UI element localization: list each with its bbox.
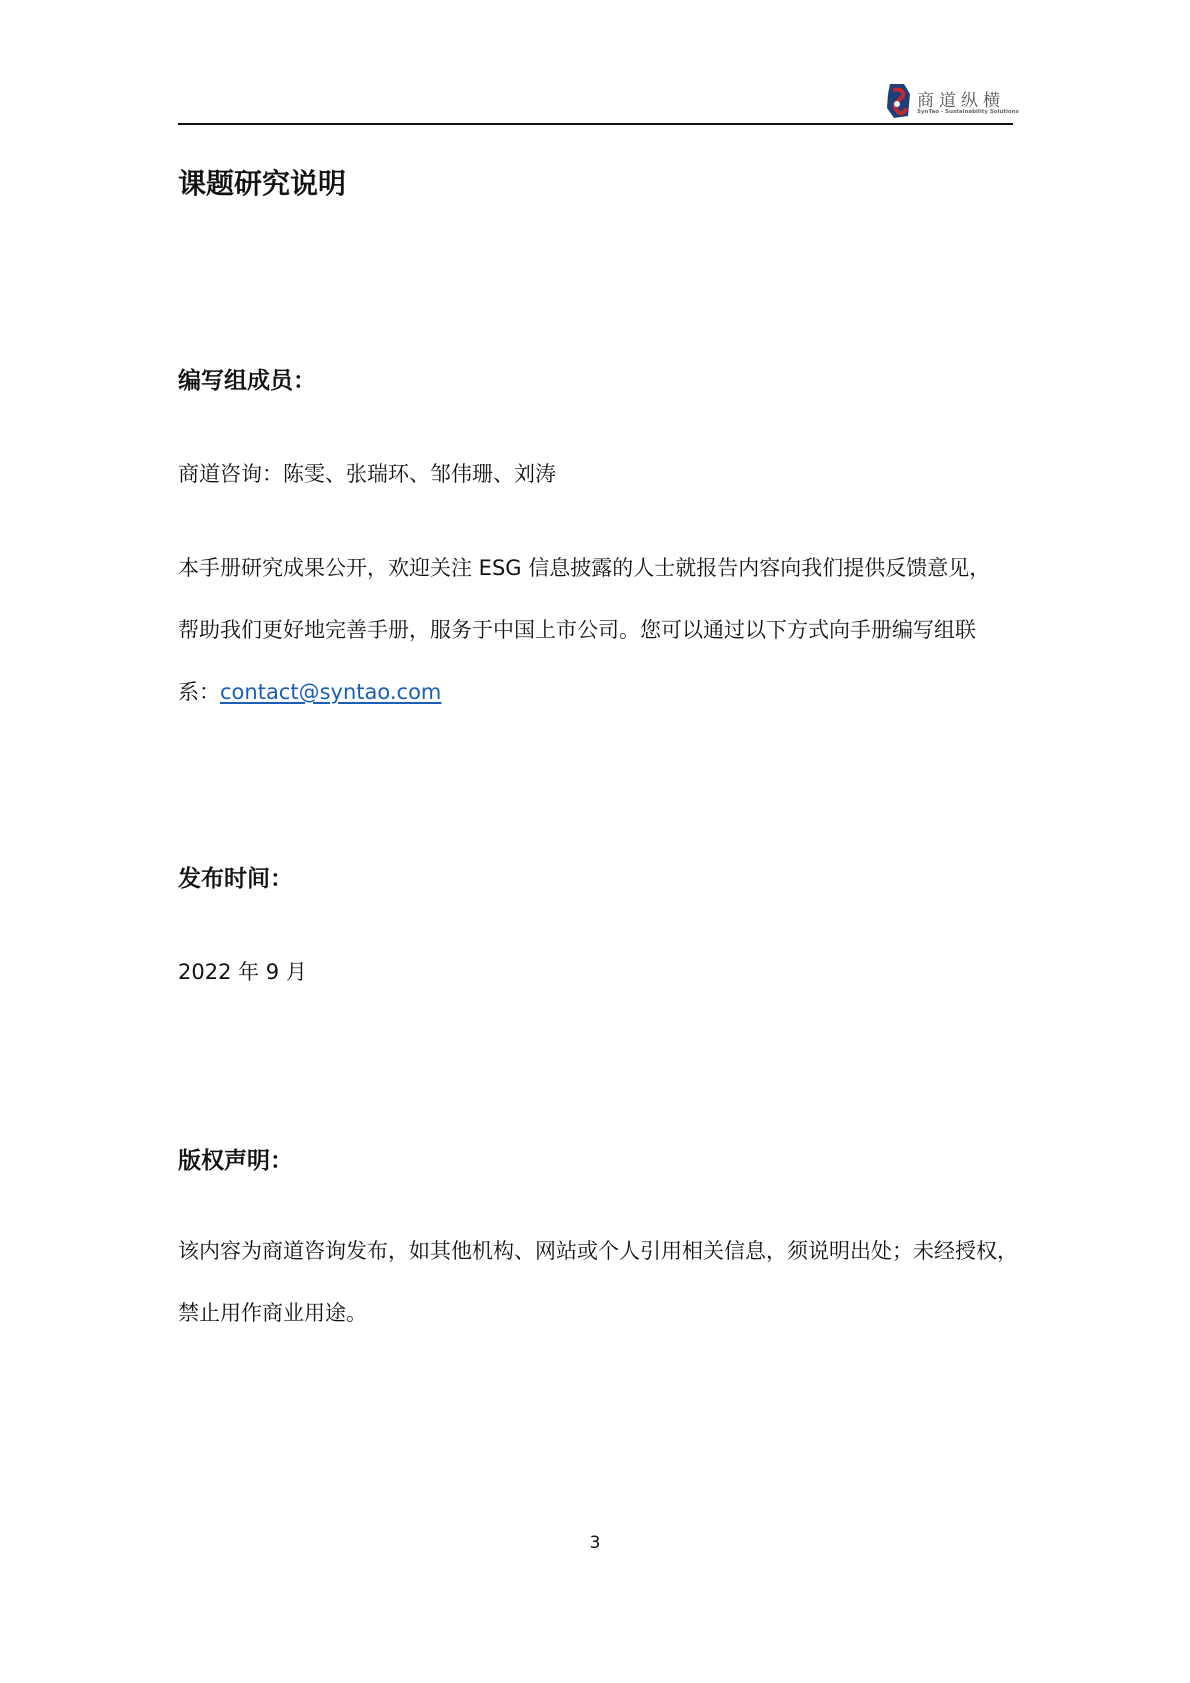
header-rule bbox=[178, 123, 1013, 125]
authors-heading: 编写组成员： bbox=[178, 368, 316, 394]
logo-text-cn: 商道纵横 bbox=[917, 91, 1005, 111]
release-date: 2022 年 9 月 bbox=[178, 960, 307, 984]
release-heading: 发布时间： bbox=[178, 866, 293, 892]
copyright-line-1: 该内容为商道咨询发布，如其他机构、网站或个人引用相关信息，须说明出处；未经授权， bbox=[178, 1239, 1018, 1263]
page-title: 课题研究说明 bbox=[178, 167, 347, 200]
header-logo bbox=[884, 82, 1019, 120]
contact-email-link[interactable]: contact@syntao.com bbox=[220, 680, 442, 704]
page-number: 3 bbox=[589, 1533, 601, 1553]
contact-prefix: 系： bbox=[178, 680, 220, 704]
copyright-line-2: 禁止用作商业用途。 bbox=[178, 1301, 367, 1325]
intro-line-3 bbox=[178, 676, 441, 706]
logo-text-en: SynTao - Sustainability Solutions bbox=[917, 109, 1019, 115]
copyright-heading: 版权声明： bbox=[178, 1148, 293, 1174]
syntao-logo-icon bbox=[884, 82, 912, 120]
intro-line-2: 帮助我们更好地完善手册，服务于中国上市公司。您可以通过以下方式向手册编写组联 bbox=[178, 618, 976, 642]
authors-text: 商道咨询：陈雯、张瑞环、邹伟珊、刘涛 bbox=[178, 462, 556, 486]
intro-line-1: 本手册研究成果公开，欢迎关注 ESG 信息披露的人士就报告内容向我们提供反馈意见， bbox=[178, 556, 991, 580]
